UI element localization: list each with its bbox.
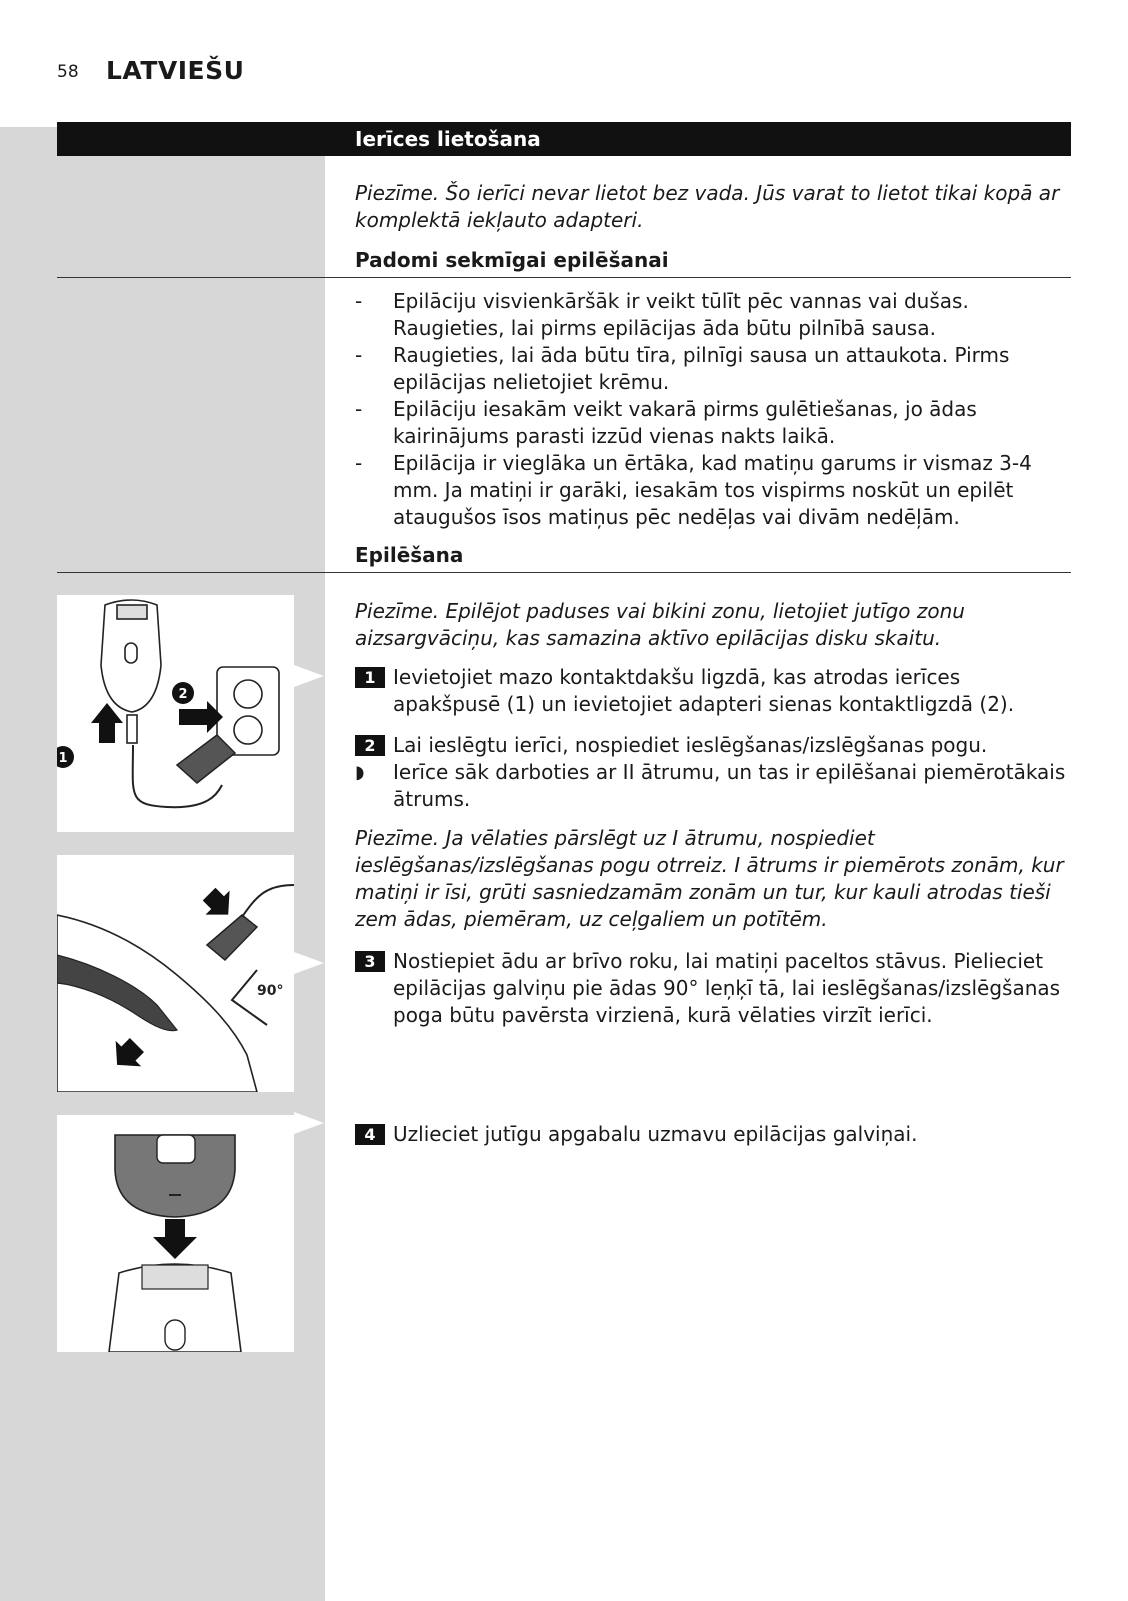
step-text: Nostiepiet ādu ar brīvo roku, lai matiņi paceltos stāvus. Pielieciet epilācijas galviņu pie ādas 90° leņķī tā, lai ieslēgšanas/izslēgšanas poga būtu pavērsta virzienā, kurā vēlaties virzīt ierīci. <box>393 949 1061 1027</box>
step-text: Lai ieslēgtu ierīci, nospiediet ieslēgšanas/izslēgšanas pogu. <box>393 733 988 757</box>
epilating-illustration <box>57 855 294 1092</box>
figure-cap <box>57 1115 294 1352</box>
epilation-heading: Epilēšana <box>355 543 464 567</box>
section-title: Ierīces lietošana <box>355 127 541 151</box>
result-arrow-icon: ◗ <box>355 762 365 783</box>
tips-rule <box>57 277 1071 278</box>
usage-note: Piezīme. Šo ierīci nevar lietot bez vada. Jūs varat to lietot tikai kopā ar komplektā iekļauto adapteri. <box>355 181 1060 232</box>
tips-list <box>355 288 1071 531</box>
plug-in-illustration <box>57 595 294 832</box>
figure-pointer <box>294 952 324 974</box>
step-text: Uzlieciet jutīgu apgabalu uzmavu epilācijas galviņai. <box>393 1122 918 1146</box>
speed-note: Piezīme. Ja vēlaties pārslēgt uz I ātrumu, nospiediet ieslēgšanas/izslēgšanas pogu otrreiz. I ātrums ir piemērots zonām, kur matiņi ir īsi, grūti sasniedzamām zonām un tur, kur kauli atrodas tieši zem ādas, piemēram, uz ceļgaliem un potītēm. <box>355 826 1064 931</box>
step-number: 2 <box>355 735 385 756</box>
step-2-result <box>355 759 1071 813</box>
list-item: - Epilāciju visvienkāršāk ir veikt tūlīt pēc vannas vai dušas. Raugieties, lai pirms epilācijas āda būtu pilnībā sausa. <box>355 289 969 340</box>
fig1-callout-2: 2 <box>178 687 188 702</box>
step-number: 3 <box>355 951 385 972</box>
result-text: Ierīce sāk darboties ar II ātrumu, un tas ir epilēšanai piemērotākais ātrums. <box>393 760 1066 811</box>
epilation-rule <box>57 572 1071 573</box>
epilation-note: Piezīme. Epilējot paduses vai bikini zonu, lietojiet jutīgo zonu aizsargvāciņu, kas samazina aktīvo epilācijas disku skaitu. <box>355 599 965 650</box>
fig1-callout-1: 1 <box>58 751 68 766</box>
figure-pointer <box>294 1112 324 1134</box>
language-heading: LATVIEŠU <box>106 56 245 85</box>
page-number: 58 <box>57 62 79 82</box>
step-text: Ievietojiet mazo kontaktdakšu ligzdā, kas atrodas ierīces apakšpusē (1) un ievietojiet adapteri sienas kontaktligzdā (2). <box>393 665 1015 716</box>
figure-plug-in <box>57 595 294 832</box>
figure-pointer <box>294 665 324 687</box>
angle-label: 90° <box>257 983 284 999</box>
figure-epilating <box>57 855 294 1092</box>
list-item: - Raugieties, lai āda būtu tīra, pilnīgi sausa un attaukota. Pirms epilācijas nelietojiet krēmu. <box>355 343 1010 394</box>
list-item: - Epilācija ir vieglāka un ērtāka, kad matiņu garums ir vismaz 3-4 mm. Ja matiņi ir garāki, iesakām tos vispirms noskūt un epilēt ataugušos īsos matiņus pēc nedēļas vai divām nedēļām. <box>355 451 1032 529</box>
step-4 <box>355 1121 1071 1148</box>
step-2 <box>355 732 1071 759</box>
tips-heading: Padomi sekmīgai epilēšanai <box>355 248 669 272</box>
step-number: 4 <box>355 1124 385 1145</box>
step-number: 1 <box>355 667 385 688</box>
step-3 <box>355 948 1071 1029</box>
section-title-bar <box>57 122 1071 156</box>
step-1 <box>355 664 1071 718</box>
list-item: - Epilāciju iesakām veikt vakarā pirms gulētiešanas, jo ādas kairinājums parasti izzūd vienas nakts laikā. <box>355 397 977 448</box>
cap-illustration <box>57 1115 294 1352</box>
